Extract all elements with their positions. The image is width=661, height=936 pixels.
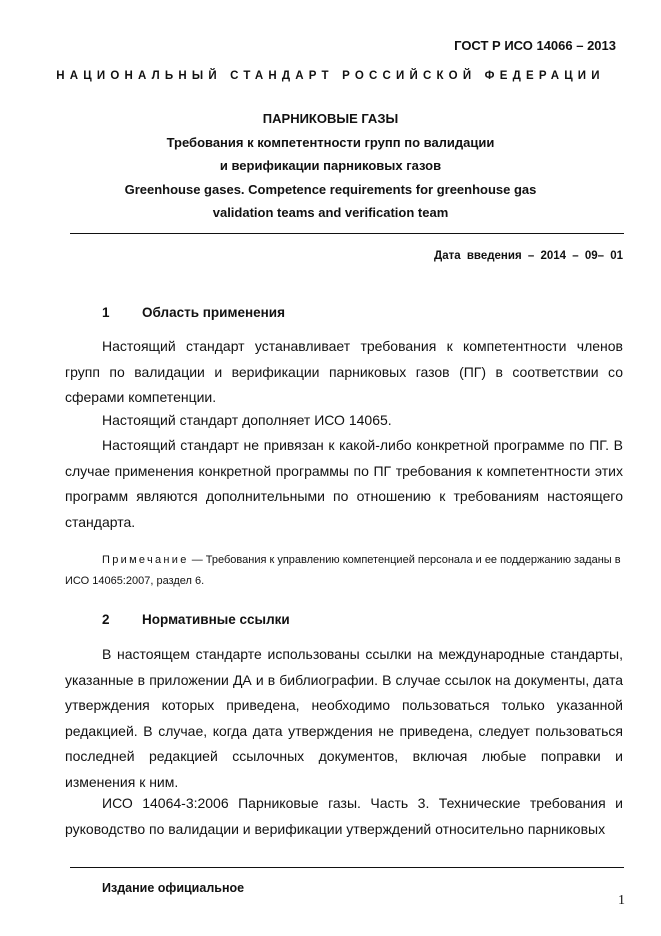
title-divider [70,233,624,234]
footer-divider [70,867,624,868]
english-title-line-1: Greenhouse gases. Competence requirements for greenhouse gas [124,181,537,197]
note-text: — Требования к управлению компетенцией персонала и ее поддержанию заданы в ИСО 14065:2007, раздел 6. [65,554,621,587]
page-number: 1 [618,893,625,908]
section-2-number: 2 [102,612,110,627]
section-2-title: Нормативные ссылки [142,612,290,627]
document-title: ПАРНИКОВЫЕ ГАЗЫ [262,111,399,126]
introduction-date: Дата введения – 2014 – 09– 01 [434,250,623,262]
section-1-paragraph-3: Настоящий стандарт не привязан к какой-либо конкретной программе по ПГ. В случае применения конкретной программы по ПГ требования к компетентности этих программ являются дополнительными по отношению к требованиям настоящего стандарта. [65,437,623,530]
section-1-paragraph-1: Настоящий стандарт устанавливает требования к компетентности членов групп по валидации и верификации парниковых газов (ПГ) в соответствии со сферами компетенции. [65,338,623,405]
section-2-paragraph-1: В настоящем стандарте использованы ссылки на международные стандарты, указанные в приложении ДА и в библиографии. В случае ссылок на документы, дата утверждения которых приведена, необходимо пользоваться только указанной редакцией. В случае, когда дата утверждения не приведена, следует пользоваться последней редакцией ссылочных документов, включая любые поправки и изменения к ним. [65,646,623,790]
section-1-number: 1 [102,305,110,320]
section-1-title: Область применения [142,305,285,320]
national-standard-heading: НАЦИОНАЛЬНЫЙ СТАНДАРТ РОССИЙСКОЙ ФЕДЕРАЦИИ [56,70,605,82]
note [65,550,623,592]
subtitle-line-2: и верификации парниковых газов [219,158,442,173]
subtitle-line-1: Требования к компетентности групп по валидации [166,134,495,150]
standard-code: ГОСТ Р ИСО 14066 – 2013 [454,38,616,53]
english-title-line-2: validation teams and verification team [212,205,449,220]
edition-label: Издание официальное [102,881,245,895]
title-block [0,107,661,225]
section-2-heading [102,612,290,627]
section-1-paragraph-2: Настоящий стандарт дополняет ИСО 14065. [102,412,392,428]
section-2-paragraph-2: ИСО 14064-3:2006 Парниковые газы. Часть 3. Технические требования и руководство по валидации и верификации утверждений относительно парниковых [65,795,623,837]
section-1-heading [102,305,285,320]
note-label: Примечание [102,554,189,566]
